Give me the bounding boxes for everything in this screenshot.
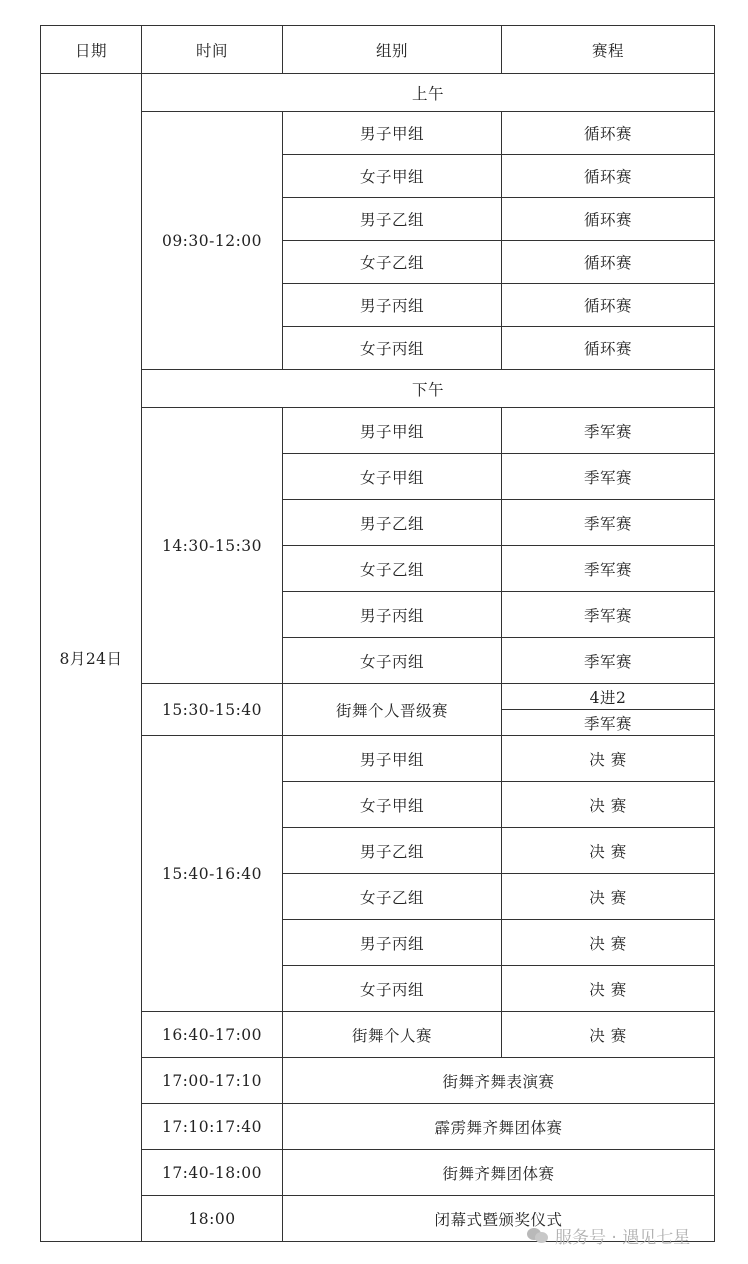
stage-cell: 循环赛 [502,284,715,327]
header-group: 组别 [283,26,502,74]
time-cell: 15:30-15:40 [142,684,283,736]
time-cell: 16:40-17:00 [142,1012,283,1058]
group-cell: 男子丙组 [283,920,502,966]
schedule-table [40,25,715,1242]
group-cell: 女子乙组 [283,874,502,920]
event-cell: 街舞齐舞表演赛 [283,1058,715,1104]
table-row [41,1058,715,1104]
group-cell: 男子乙组 [283,198,502,241]
stage-cell: 循环赛 [502,198,715,241]
stage-cell: 季军赛 [502,546,715,592]
stage-cell: 决 赛 [502,920,715,966]
stage-cell: 季军赛 [502,592,715,638]
group-cell: 女子丙组 [283,966,502,1012]
group-cell: 女子乙组 [283,546,502,592]
group-cell: 女子甲组 [283,782,502,828]
table-row [41,736,715,782]
table-row [41,408,715,454]
stage-cell: 4进2 [502,684,715,710]
group-cell: 街舞个人晋级赛 [283,684,502,736]
stage-cell: 季军赛 [502,638,715,684]
stage-cell: 决 赛 [502,1012,715,1058]
stage-cell: 季军赛 [502,710,715,736]
time-cell: 14:30-15:30 [142,408,283,684]
period-morning: 上午 [142,74,715,112]
stage-cell: 循环赛 [502,327,715,370]
period-row-morning [41,74,715,112]
time-cell: 17:10:17:40 [142,1104,283,1150]
group-cell: 男子丙组 [283,284,502,327]
header-time: 时间 [142,26,283,74]
event-cell: 闭幕式暨颁奖仪式 [283,1196,715,1242]
group-cell: 男子丙组 [283,592,502,638]
stage-cell: 循环赛 [502,112,715,155]
stage-cell: 季军赛 [502,500,715,546]
table-row [41,112,715,155]
table-row [41,1150,715,1196]
table-row [41,684,715,710]
stage-cell: 循环赛 [502,241,715,284]
group-cell: 女子乙组 [283,241,502,284]
event-cell: 街舞齐舞团体赛 [283,1150,715,1196]
stage-cell: 决 赛 [502,736,715,782]
period-row-afternoon [41,370,715,408]
watermark [527,1222,732,1248]
group-cell: 男子乙组 [283,828,502,874]
stage-cell: 季军赛 [502,408,715,454]
header-schedule: 赛程 [502,26,715,74]
group-cell: 男子甲组 [283,112,502,155]
wechat-icon [527,1226,549,1244]
group-cell: 女子甲组 [283,155,502,198]
stage-cell: 决 赛 [502,782,715,828]
period-afternoon: 下午 [142,370,715,408]
group-cell: 街舞个人赛 [283,1012,502,1058]
stage-cell: 决 赛 [502,828,715,874]
group-cell: 男子乙组 [283,500,502,546]
table-row [41,1012,715,1058]
header-date: 日期 [41,26,142,74]
watermark-text: 服务号 · 遇见七星 [555,1227,691,1248]
stage-cell: 决 赛 [502,874,715,920]
time-cell: 17:00-17:10 [142,1058,283,1104]
group-cell: 女子甲组 [283,454,502,500]
time-cell: 18:00 [142,1196,283,1242]
stage-cell: 季军赛 [502,454,715,500]
time-cell: 09:30-12:00 [142,112,283,370]
stage-cell: 决 赛 [502,966,715,1012]
stage-cell: 循环赛 [502,155,715,198]
time-cell: 17:40-18:00 [142,1150,283,1196]
time-cell: 15:40-16:40 [142,736,283,1012]
group-cell: 女子丙组 [283,327,502,370]
table-row [41,1104,715,1150]
header-row [41,26,715,74]
group-cell: 女子丙组 [283,638,502,684]
group-cell: 男子甲组 [283,736,502,782]
date-cell: 8月24日 [41,74,142,1242]
group-cell: 男子甲组 [283,408,502,454]
event-cell: 霹雳舞齐舞团体赛 [283,1104,715,1150]
